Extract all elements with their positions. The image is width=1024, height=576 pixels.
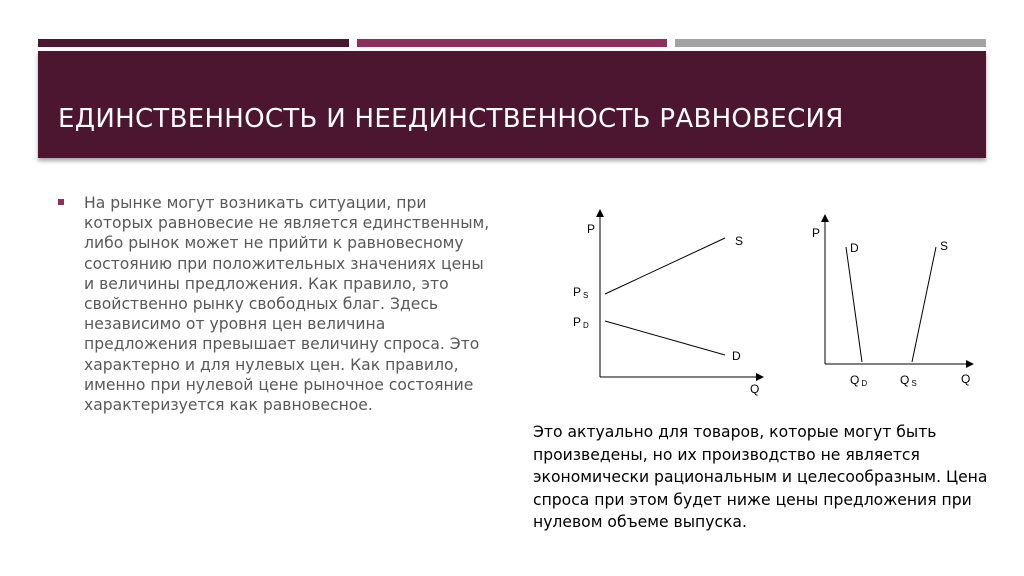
- title-band: [38, 51, 986, 158]
- supply-demand-diagrams: [560, 205, 1000, 405]
- right-supply-curve: [912, 247, 936, 362]
- right-axis-p-label: P: [812, 226, 821, 240]
- left-axis-q-label: Q: [750, 382, 760, 396]
- right-d-label: D: [850, 241, 859, 255]
- accent-bar-dark: [38, 39, 349, 47]
- square-bullet-icon: [58, 199, 64, 205]
- right-s-label: S: [940, 239, 949, 253]
- right-diagram: [812, 218, 970, 388]
- left-supply-curve: [605, 238, 725, 294]
- body-bullet-item: [58, 193, 498, 415]
- body-list: [58, 193, 498, 415]
- left-ps-sub: S: [583, 291, 589, 300]
- left-ps-main: P: [573, 285, 582, 299]
- right-axis-q-label: Q: [961, 372, 971, 386]
- right-qs-sub: S: [911, 379, 917, 388]
- left-pd-main: P: [573, 315, 582, 329]
- right-qd-label: [850, 373, 867, 388]
- left-pd-sub: D: [583, 321, 589, 330]
- right-qs-label: [900, 373, 917, 388]
- left-demand-curve: [605, 321, 725, 355]
- left-axis-p-label: P: [587, 222, 596, 236]
- right-demand-curve: [846, 247, 862, 362]
- left-pd-label: [573, 315, 589, 330]
- caption-text: Это актуально для товаров, которые могут быть произведены, но их производство не является экономически рациональным и целесообразным. Цена спроса при этом будет ниже цены предложения при нулевом объеме выпуска.: [533, 423, 988, 531]
- body-text: На рынке могут возникать ситуации, при которых равновесие не является единственным, либо рынок может не прийти к равновесному состоянию при положительных значениях цены и величины предложения. Как правило, это свойственно рынку свободных благ. Здесь независимо от уровня цен величина предложения превышает величину спроса. Это характерно и для нулевых цен. Как правило, именно при нулевой цене рыночное состояние характеризуется как равновесное.: [84, 194, 490, 415]
- left-diagram: [573, 213, 760, 396]
- left-ps-label: [573, 285, 588, 300]
- right-qd-main: Q: [850, 373, 860, 387]
- accent-bar-magenta: [357, 39, 667, 47]
- diagrams-svg: [560, 205, 1000, 405]
- right-qd-sub: D: [861, 379, 868, 388]
- left-d-label: D: [732, 349, 741, 363]
- right-qs-main: Q: [900, 373, 910, 387]
- accent-bar-gray: [675, 39, 986, 47]
- slide-title: ЕДИНСТВЕННОСТЬ И НЕЕДИНСТВЕННОСТЬ РАВНОВЕСИЯ: [58, 104, 844, 134]
- left-s-label: S: [735, 234, 744, 248]
